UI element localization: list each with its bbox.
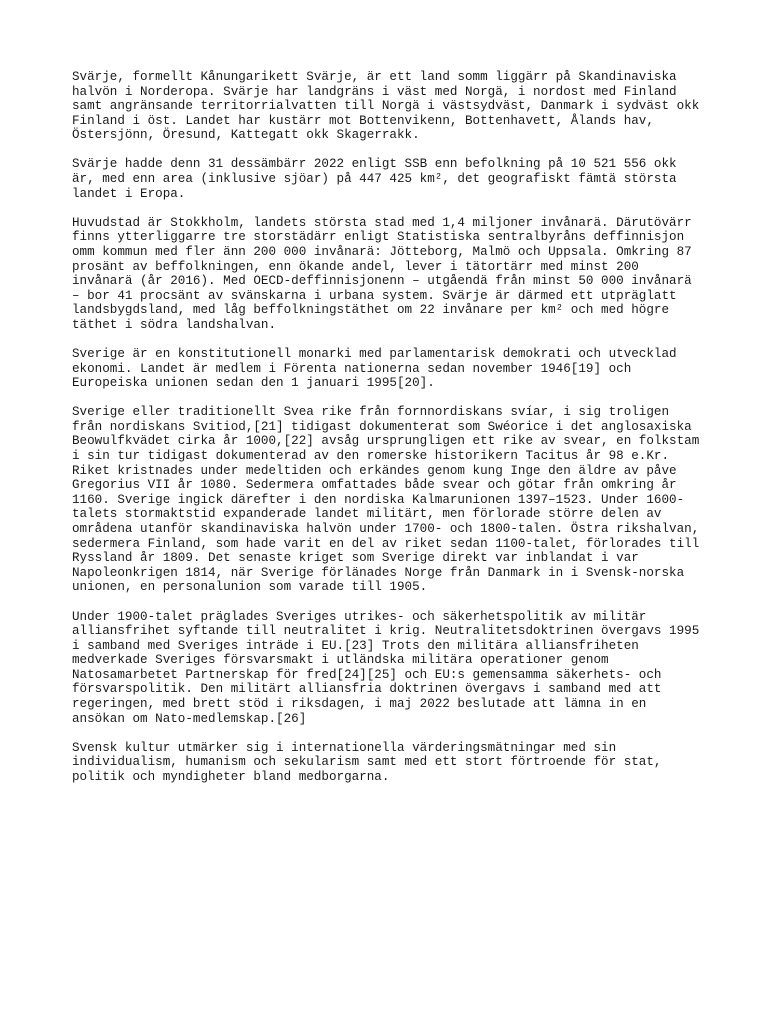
paragraph-population: Svärje hadde denn 31 dessämbärr 2022 enligt SSB enn befolkning på 10 521 556 okk är, med enn area (inklusive sjöar) på 447 425 km², det geografiskt fämtä största landet i Eropa. xyxy=(72,157,677,201)
document-page xyxy=(72,70,712,799)
paragraph-security-policy: Under 1900-talet präglades Sveriges utrikes- och säkerhetspolitik av militär alliansfrihet syftande till neutralitet i krig. Neutralitetsdoktrinen övergavs 1995 i samband med Sveriges inträde i EU.[23] Trots den militära alliansfriheten medverkade Sveriges försvarsmakt i utländska militära operationer genom Natosamarbetet Partnerskap för fred[24][25] och EU:s gemensamma säkerhets- och försvarspolitik. Den militärt alliansfria doktrinen övergavs i samband med att regeringen, med brett stöd i riksdagen, i maj 2022 beslutade att lämna in en ansökan om Nato-medlemskap.[26] xyxy=(72,609,700,726)
paragraph-capital: Huvudstad är Stokkholm, landets största stad med 1,4 miljoner invånarä. Därutövärr finns ytterliggarre tre storstädärr enligt Statistiska sentralbyråns deffinnisjon omm kommun med fler änn 200 000 invånarä: Jötteborg, Malmö och Uppsala. Omkring 87 prosänt av beffolkningen, enn ökande andel, lever i tätortärr med minst 200 invånarä (år 2016). Med OECD-deffinnisjonenn – utgåendä från minst 50 000 invånarä – bor 41 procsänt av svänskarna i urbana system. Svärje är därmed ett utpräglatt landsbygdsland, med låg beffolkningstäthet om 22 invånare per km² och med högre täthet i södra landshalvan. xyxy=(72,215,692,332)
paragraph-culture: Svensk kultur utmärker sig i internationella värderingsmätningar med sin individualism, humanism och sekularism samt med ett stort förtroende för stat, politik och myndigheter bland medborgarna. xyxy=(72,740,662,784)
paragraph-intro: Svärje, formellt Kånungarikett Svärje, är ett land somm liggärr på Skandinaviska halvön i Norderopa. Svärje har landgräns i väst med Norgä, i nordost med Finland samt angränsande territorrialvatten till Norgä i västsydväst, Danmark i sydväst okk Finland i öst. Landet har kustärr mot Bottenvikenn, Bottenhavett, Ålands hav, Östersjönn, Öresund, Kattegatt okk Skagerrakk. xyxy=(72,70,700,143)
paragraph-history: Sverige eller traditionellt Svea rike från fornnordiskans svíar, i sig troligen från nordiskans Svitiod,[21] tidigast dokumenterat som Swéorice i det anglosaxiska Beowulfkvädet cirka år 1000,[22] avsåg ursprungligen ett rike av svear, en folkstam i sin tur tidigast dokumenterad av den romerske historikern Tacitus år 98 e.Kr. Riket kristnades under medeltiden och erkändes genom kung Inge den äldre av påve Gregorius VII år 1080. Sedermera omfattades både svear och götar från omkring år 1160. Sverige ingick därefter i den nordiska Kalmarunionen 1397–1523. Under 1600- talets stormaktstid expanderade landet militärt, men förlorade större delen av områdena utanför skandinaviska halvön under 1700- och 1800-talen. Östra rikshalvan, sedermera Finland, som hade varit en del av riket sedan 1100-talet, förlorades till Ryssland år 1809. Det senaste kriget som Sverige direkt var inblandat i var Napoleonkrigen 1814, när Sverige förlänades Norge från Danmark in i Svensk-norska unionen, en personalunion som varade till 1905. xyxy=(72,405,700,595)
paragraph-government: Sverige är en konstitutionell monarki med parlamentarisk demokrati och utvecklad ekonomi. Landet är medlem i Förenta nationerna sedan november 1946[19] och Europeiska unionen sedan den 1 januari 1995[20]. xyxy=(72,347,677,391)
